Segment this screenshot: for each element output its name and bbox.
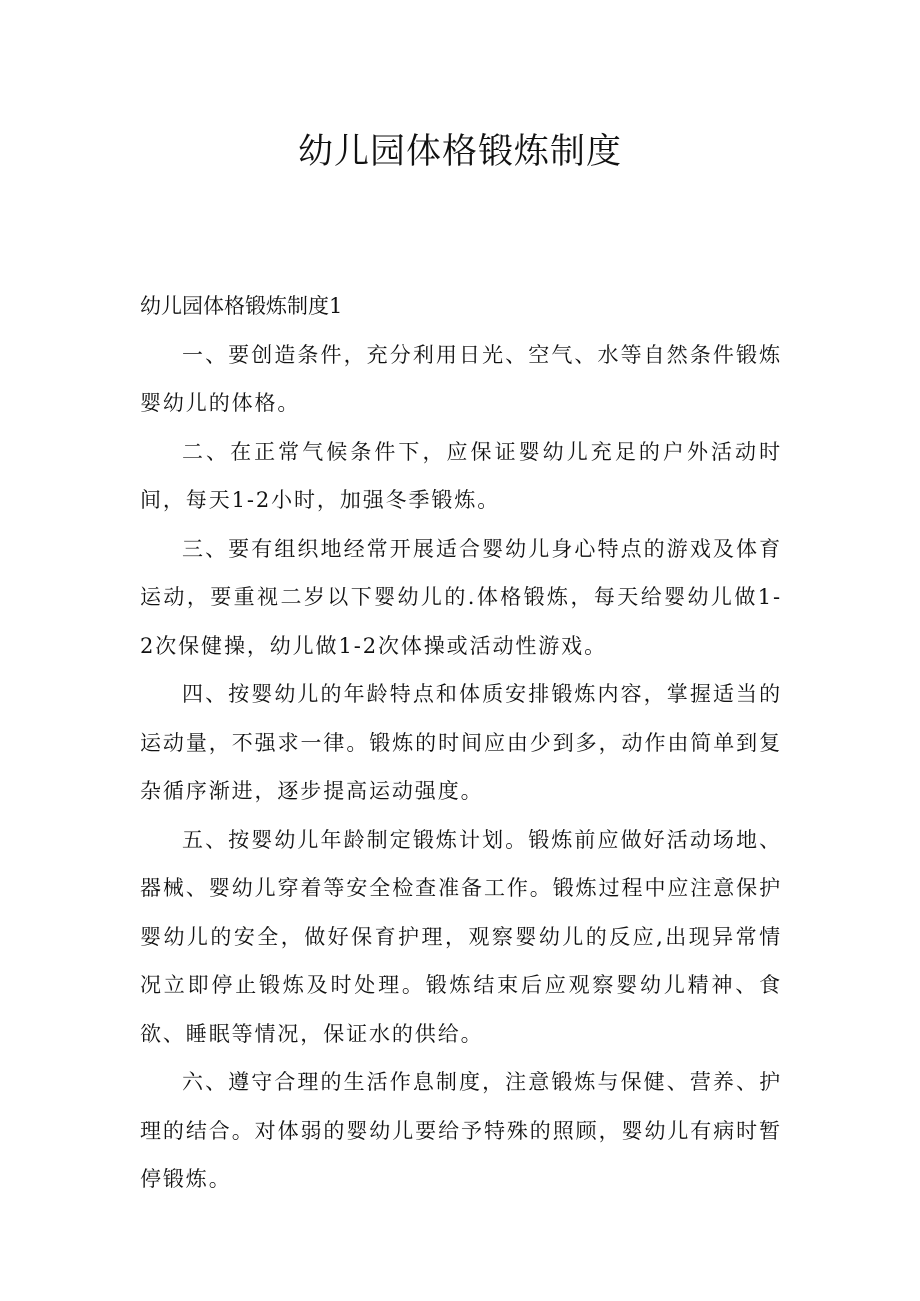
paragraph-4: 四、按婴幼儿的年龄特点和体质安排锻炼内容，掌握适当的运动量，不强求一律。锻炼的时间应由少到多，动作由简单到复杂循序渐进，逐步提高运动强度。 (140, 682, 782, 803)
paragraph-2: 二、在正常气候条件下，应保证婴幼儿充足的户外活动时间，每天1-2小时，加强冬季锻炼。 (140, 439, 782, 512)
section-heading: 幼儿园体格锻炼制度1 (140, 294, 343, 318)
paragraph-3: 三、要有组织地经常开展适合婴幼儿身心特点的游戏及体育运动，要重视二岁以下婴幼儿的.体格锻炼，每天给婴幼儿做1-2次保健操，幼儿做1-2次体操或活动性游戏。 (140, 536, 782, 658)
paragraph-5: 五、按婴幼儿年龄制定锻炼计划。锻炼前应做好活动场地、器械、婴幼儿穿着等安全检查准备工作。锻炼过程中应注意保护婴幼儿的安全，做好保育护理，观察婴幼儿的反应,出现异常情况立即停止锻炼及时处理。锻炼结束后应观察婴幼儿精神、食欲、睡眠等情况，保证水的供给。 (140, 827, 782, 1046)
paragraph-6: 六、遵守合理的生活作息制度，注意锻炼与保健、营养、护理的结合。对体弱的婴幼儿要给予特殊的照顾，婴幼儿有病时暂停锻炼。 (140, 1070, 782, 1191)
paragraph-1: 一、要创造条件，充分利用日光、空气、水等自然条件锻炼婴幼儿的体格。 (140, 342, 782, 415)
document-title: 幼儿园体格锻炼制度 (297, 132, 622, 172)
document-body (140, 282, 782, 1204)
